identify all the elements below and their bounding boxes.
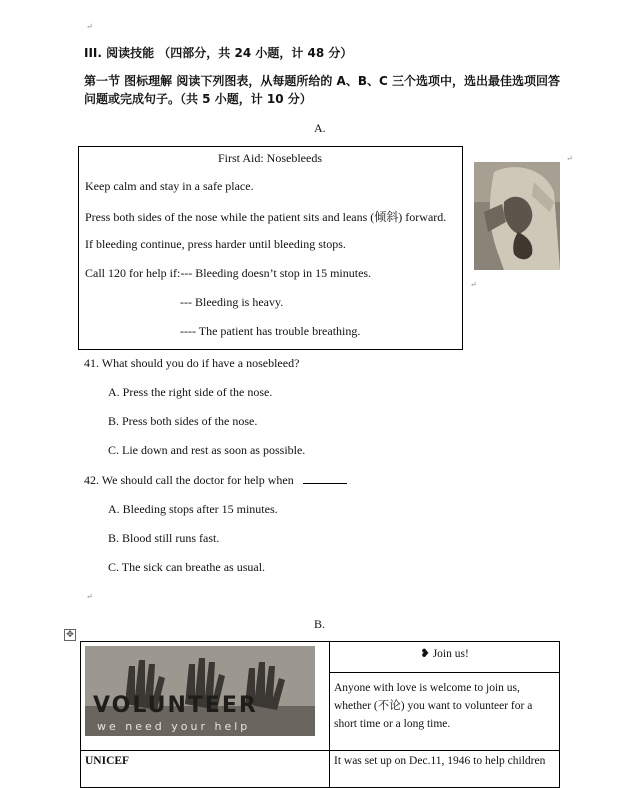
paragraph-mark: ↵: [566, 154, 573, 163]
question-41: 41. What should you do if have a nosebleed?: [84, 356, 300, 370]
option-42-c: C. The sick can breathe as usual.: [108, 560, 266, 574]
question-42-text: 42. We should call the doctor for help when: [84, 473, 294, 487]
part-b-label: B.: [314, 617, 326, 631]
join-us-cell: [330, 642, 560, 673]
option-41-a: A. Press the right side of the nose.: [108, 385, 273, 399]
unicef-text-cell: [330, 751, 560, 788]
join-text-line: whether (不论) you want to volunteer for a: [334, 700, 533, 712]
volunteer-word: VOLUNTEER: [93, 693, 258, 718]
first-aid-box: [78, 146, 463, 350]
option-42-b: B. Blood still runs fast.: [108, 531, 220, 545]
first-aid-title: First Aid: Nosebleeds: [218, 151, 322, 165]
paragraph-mark: ↵: [86, 592, 93, 601]
join-text-line: short time or a long time.: [334, 718, 451, 730]
unicef-text: It was set up on Dec.11, 1946 to help children: [334, 755, 546, 767]
instruction-line-2: 问题或完成句子。（共 5 小题，计 10 分）: [84, 92, 312, 106]
answer-blank: [303, 473, 347, 484]
first-aid-line: ---- The patient has trouble breathing.: [180, 324, 361, 338]
option-41-c: C. Lie down and rest as soon as possible.: [108, 443, 306, 457]
instruction-line-1: 第一节 图标理解 阅读下列图表，从每题所给的 A、B、C 三个选项中，选出最佳选项回答: [84, 74, 560, 88]
option-41-b: B. Press both sides of the nose.: [108, 414, 258, 428]
part-a-label: A.: [314, 121, 326, 135]
volunteer-tagline: we need your help: [97, 720, 251, 733]
first-aid-line: Keep calm and stay in a safe place.: [85, 179, 254, 193]
volunteer-image: [85, 646, 315, 736]
unicef-cell: [81, 751, 330, 788]
table-b: [80, 641, 560, 788]
join-us-label: Join us!: [432, 648, 469, 660]
first-aid-line: Press both sides of the nose while the patient sits and leans (倾斜) forward.: [85, 210, 447, 224]
unicef-label: UNICEF: [85, 755, 130, 767]
option-42-a: A. Bleeding stops after 15 minutes.: [108, 502, 278, 516]
pointer-icon: ❥: [420, 648, 430, 660]
first-aid-line: --- Bleeding is heavy.: [180, 295, 284, 309]
first-aid-line: Call 120 for help if:--- Bleeding doesn’t stop in 15 minutes.: [85, 266, 372, 280]
paragraph-mark: ↵: [470, 280, 477, 289]
section-heading: III. 阅读技能 （四部分，共 24 小题，计 48 分）: [84, 46, 353, 60]
question-42: [84, 473, 347, 488]
table-move-handle-icon[interactable]: ✥: [64, 629, 76, 641]
join-text-line: Anyone with love is welcome to join us,: [334, 682, 520, 694]
first-aid-line: If bleeding continue, press harder until bleeding stops.: [85, 237, 346, 251]
join-text-cell: [330, 673, 560, 751]
paragraph-mark: ↵: [86, 22, 93, 31]
volunteer-image-cell: [81, 642, 330, 751]
nosebleed-photo: [474, 162, 560, 270]
